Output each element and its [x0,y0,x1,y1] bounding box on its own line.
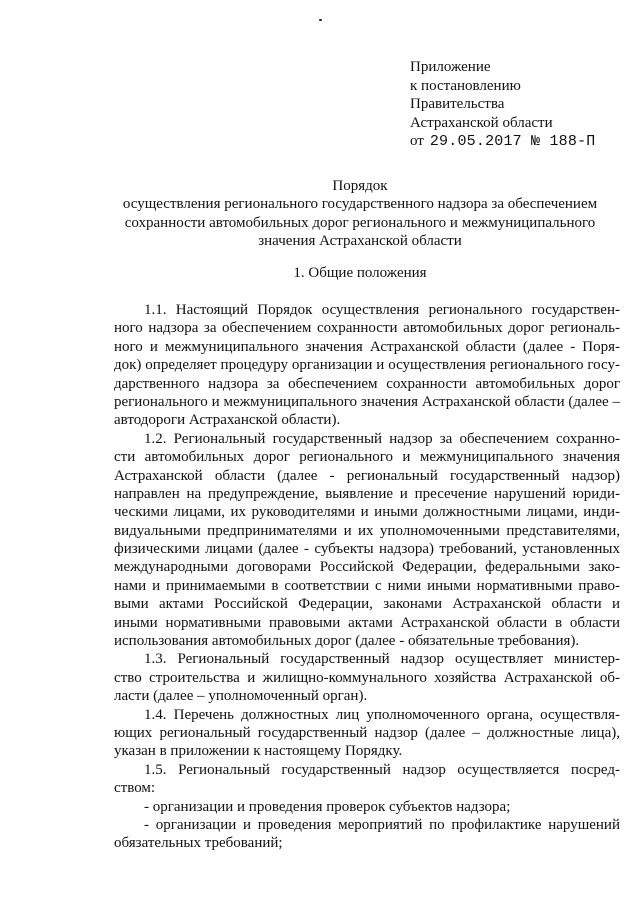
paragraph-line: иными нормативными правовыми актами Астраханской области в области [114,614,620,631]
paragraph [114,430,620,651]
paragraph-line: использования автомобильных дорог (далее - обязательные требования). [114,633,580,650]
section-heading: 1. Общие положения [293,265,427,281]
paragraph-line: - организации и проведения проверок субъектов надзора; [144,798,511,815]
paragraph-line: ного и межмуниципального значения Астраханской области (далее - Поря- [114,338,620,355]
document-title [100,177,620,251]
paragraph [114,650,620,705]
title-line: значения Астраханской области [258,233,462,250]
paragraph-line: ного надзора за обеспечением сохранности автомобильных дорог региональ- [114,320,620,337]
decree-date-number: 29.05.2017 № 188-П [429,133,596,150]
appendix-line: к постановлению [410,77,521,94]
paragraph-line: док) определяет процедуру организации и осуществления регионального госу- [114,357,620,374]
paragraph-line: видуальными предпринимателями и их уполномоченными представителями, [114,522,620,539]
paragraph-line: 1.1. Настоящий Порядок осуществления регионального государствен- [144,302,620,318]
paragraph [114,816,620,853]
paragraph-line: дарственного надзора за обеспечением сохранности автомобильных дорог [114,375,620,392]
paragraph [114,798,620,816]
paragraph-line: обязательных требований; [114,835,283,852]
title-line: Порядок [332,178,388,194]
paragraph-line: физическими лицами (далее - субъекты надзора) требований, установленных [114,541,620,558]
paragraph-line: 1.2. Региональный государственный надзор за обеспечением сохранно- [144,430,620,447]
paragraph-line: ющих региональный государственный надзор (далее – должностные лица), [114,724,620,741]
paragraph-line: ласти (далее – уполномоченный орган). [114,688,368,705]
paragraph-line: - организации и проведения мероприятий по профилактике нарушений [144,816,620,833]
appendix-line: Приложение [410,59,491,75]
paragraph-line: выми актами Российской Федерации, законами Астраханской области и [114,596,620,613]
paragraph-line: направлен на предупреждение, выявление и пресечение нарушений юриди- [114,485,620,502]
title-line: сохранности автомобильных дорог регионального и межмуниципального [124,214,596,231]
document-body [114,301,620,853]
appendix-line: Астраханской области [410,114,553,131]
paragraph-line: 1.4. Перечень должностных лиц уполномоченного органа, осуществля- [144,706,620,723]
scan-speck [319,19,322,21]
paragraph [114,301,620,430]
paragraph-line: нами и принимаемыми в соответствии с ними иными нормативными право- [114,577,620,594]
paragraph-line: международными договорами Российской Федерации, федеральными зако- [114,559,620,576]
paragraph [114,706,620,761]
paragraph-line: ством: [114,780,156,797]
paragraph-line: сти автомобильных дорог регионального и межмуниципального значения [114,449,620,466]
paragraph-line: автодороги Астраханской области). [114,412,341,429]
paragraph-line: указан в приложении к настоящему Порядку. [114,743,403,760]
paragraph-line: регионального и межмуниципального значения Астраханской области (далее – [114,393,620,410]
title-line: осуществления регионального государственного надзора за обеспечением [122,196,598,213]
paragraph-line: ство строительства и жилищно-коммунального хозяйства Астраханской об- [114,669,620,686]
paragraph-line: ческими лицами, их руководителями и иными должностными лицами, инди- [114,504,620,521]
paragraph [114,761,620,798]
paragraph-line: 1.3. Региональный государственный надзор осуществляет министер- [144,651,620,668]
appendix-line: Правительства [410,96,505,112]
paragraph-line: Астраханской области (далее - региональный государственный надзор) [114,467,620,484]
paragraph-line: 1.5. Региональный государственный надзор осуществляется посред- [144,761,620,778]
appendix-date-line [410,132,596,152]
appendix-block [410,58,596,152]
date-prefix: от [410,133,424,149]
